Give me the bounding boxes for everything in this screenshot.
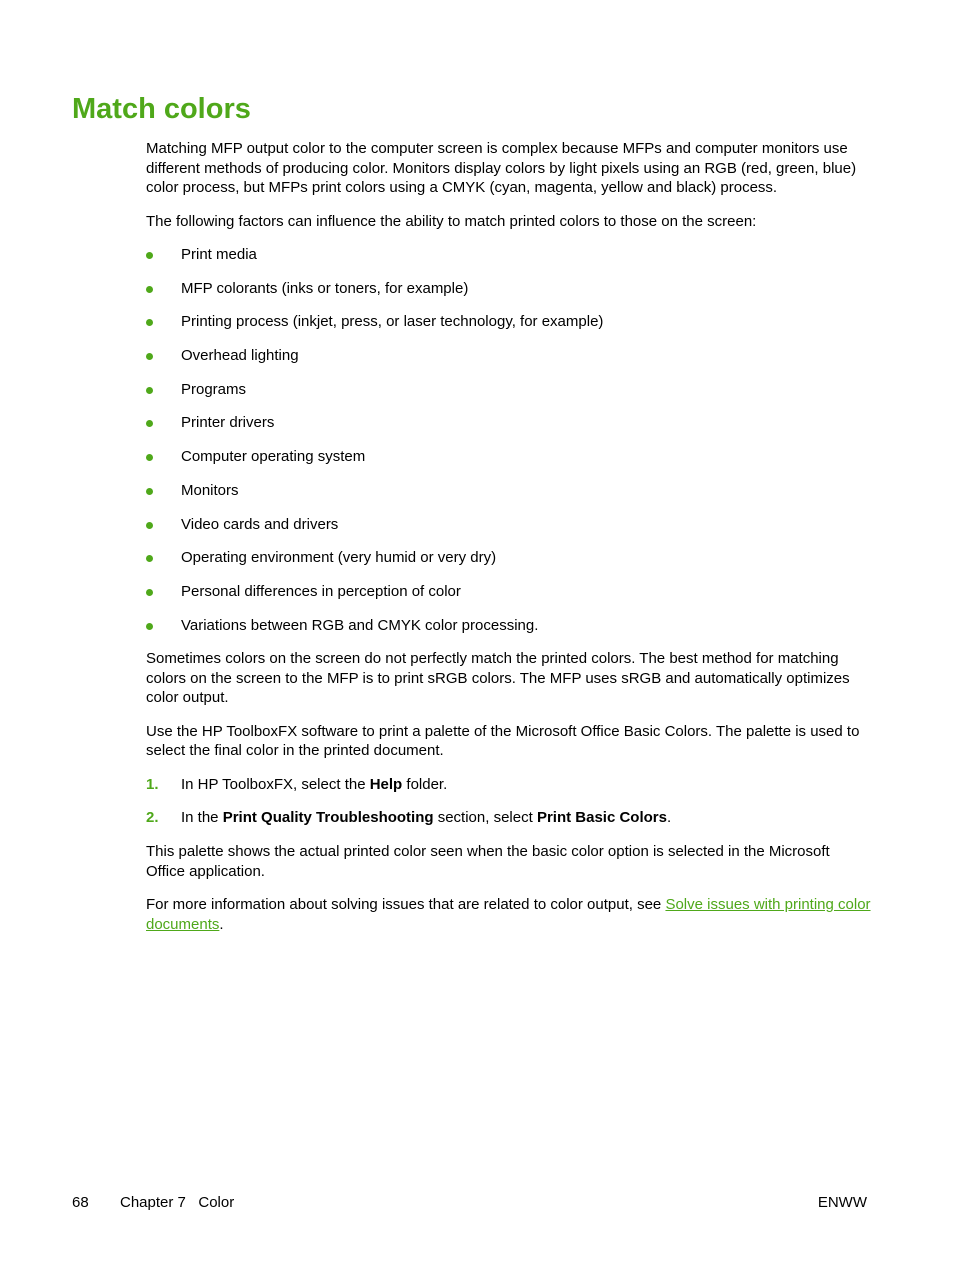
bullet-icon [146,488,153,495]
bullet-icon [146,522,153,529]
list-item [146,346,872,366]
step-number: 2. [146,809,159,827]
bullet-icon [146,623,153,630]
list-item-text: MFP colorants (inks or toners, for example) [181,279,469,297]
factors-list [146,245,872,635]
page-number: 68 [72,1194,89,1211]
more-info-text: For more information about solving issues that are related to color output, see [146,896,666,914]
list-item [146,515,872,535]
bullet-icon [146,252,153,259]
bullet-icon [146,353,153,360]
bullet-icon [146,420,153,427]
list-item [146,413,872,433]
list-item-text: Personal differences in perception of color [181,582,461,600]
step-text: In the [181,809,223,827]
palette-paragraph: This palette shows the actual printed color seen when the basic color option is selected in the Microsoft Office application. [146,843,830,880]
bullet-icon [146,555,153,562]
list-item-text: Computer operating system [181,448,366,466]
section-label: Print Quality Troubleshooting [222,809,434,827]
list-item-text: Monitors [181,481,239,499]
bullet-icon [146,286,153,293]
list-item [146,245,872,265]
step-number: 1. [146,775,159,793]
list-item [146,380,872,400]
step-text: In HP ToolboxFX, select the [181,775,370,793]
bullet-icon [146,589,153,596]
step-text: . [666,809,672,827]
list-item [146,279,872,299]
list-item-text: Operating environment (very humid or very dry) [181,549,497,567]
list-item [146,447,872,467]
list-item-text: Programs [181,380,247,398]
list-item-text: Video cards and drivers [181,515,339,533]
print-basic-colors-label: Print Basic Colors [536,809,667,827]
list-item [146,481,872,501]
list-item [146,312,872,332]
factors-intro-paragraph: The following factors can influence the ability to match printed colors to those on the screen: [146,212,757,230]
list-item [146,616,872,636]
bullet-icon [146,319,153,326]
help-folder-label: Help [369,775,403,793]
chapter-label: Chapter 7 Color [120,1194,235,1211]
steps-list [146,775,872,828]
list-item-text: Overhead lighting [181,347,299,365]
bullet-icon [146,454,153,461]
step-item [146,808,872,828]
document-code: ENWW [817,1194,867,1211]
bullet-icon [146,387,153,394]
step-text: folder. [402,775,448,793]
list-item-text: Print media [181,246,257,263]
step-text: section, select [433,809,537,827]
list-item [146,582,872,602]
step-item [146,775,872,795]
more-info-text: . [219,915,224,933]
toolbox-paragraph: Use the HP ToolboxFX software to print a palette of the Microsoft Office Basic Colors. The palette is used to select the final color in the printed document. [146,722,860,760]
srgb-paragraph: Sometimes colors on the screen do not perfectly match the printed colors. The best method for matching colors on the screen to the MFP is to print sRGB colors. The MFP uses sRGB and automatically optimizes color output. [146,650,850,707]
main-content [146,139,872,948]
more-info-paragraph [146,895,872,934]
list-item-text: Printing process (inkjet, press, or laser technology, for example) [181,313,604,331]
page-title: Match colors [72,93,251,125]
list-item [146,548,872,568]
intro-paragraph: Matching MFP output color to the computer screen is complex because MFPs and computer monitors use different methods of producing color. Monitors display colors by light pixels using an RGB (red, green, blue) color process, but MFPs print colors using a CMYK (cyan, magenta, yellow and black) process. [146,140,857,196]
solve-issues-link[interactable]: Solve issues with printing color documents [146,896,871,933]
list-item-text: Printer drivers [181,414,275,432]
list-item-text: Variations between RGB and CMYK color processing. [181,616,539,634]
